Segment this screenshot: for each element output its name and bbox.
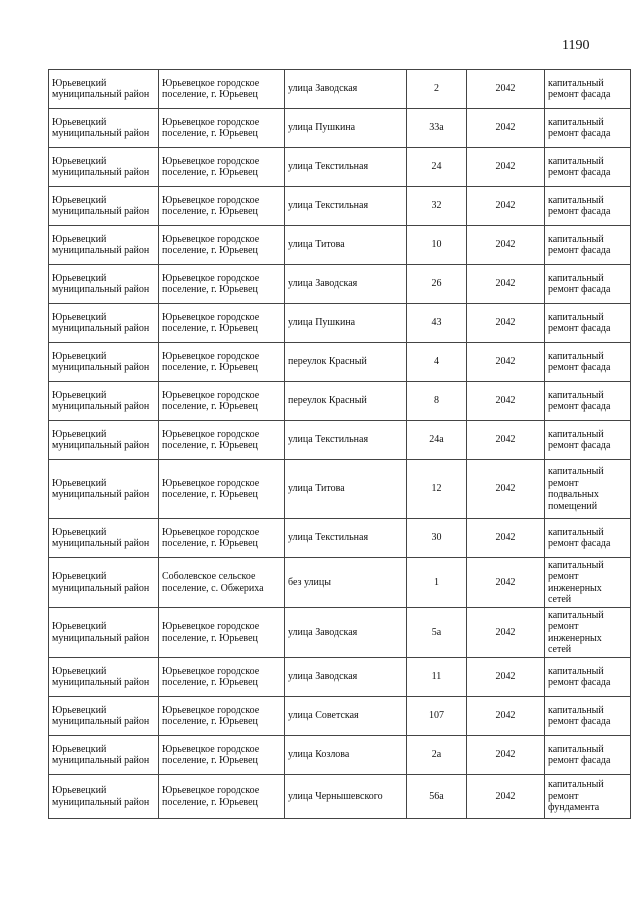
street-cell: улица Текстильная	[285, 187, 407, 226]
work-type-cell: капитальный ремонт инженерных сетей	[545, 608, 631, 658]
street-cell: улица Козлова	[285, 736, 407, 775]
year-cell: 2042	[467, 343, 545, 382]
street-cell: улица Текстильная	[285, 148, 407, 187]
house-number-cell: 32	[407, 187, 467, 226]
street-cell: переулок Красный	[285, 343, 407, 382]
table-row	[49, 558, 631, 608]
house-number-cell: 24а	[407, 421, 467, 460]
street-cell: улица Чернышевского	[285, 775, 407, 819]
table-row	[49, 382, 631, 421]
district-cell: Юрьевецкий муниципальный район	[49, 558, 159, 608]
district-cell: Юрьевецкий муниципальный район	[49, 343, 159, 382]
street-cell: улица Пушкина	[285, 304, 407, 343]
year-cell: 2042	[467, 187, 545, 226]
work-type-cell: капитальный ремонт фасада	[545, 519, 631, 558]
house-number-cell: 1	[407, 558, 467, 608]
house-number-cell: 33а	[407, 109, 467, 148]
table-row	[49, 70, 631, 109]
settlement-cell: Юрьевецкое городское поселение, г. Юрьевец	[159, 70, 285, 109]
district-cell: Юрьевецкий муниципальный район	[49, 148, 159, 187]
work-type-cell: капитальный ремонт фасада	[545, 343, 631, 382]
table-row	[49, 421, 631, 460]
street-cell: улица Заводская	[285, 608, 407, 658]
district-cell: Юрьевецкий муниципальный район	[49, 775, 159, 819]
house-number-cell: 11	[407, 658, 467, 697]
house-number-cell: 12	[407, 460, 467, 519]
street-cell: улица Текстильная	[285, 421, 407, 460]
year-cell: 2042	[467, 109, 545, 148]
street-cell: улица Советская	[285, 697, 407, 736]
work-type-cell: капитальный ремонт фасада	[545, 187, 631, 226]
district-cell: Юрьевецкий муниципальный район	[49, 608, 159, 658]
district-cell: Юрьевецкий муниципальный район	[49, 109, 159, 148]
street-cell: улица Титова	[285, 460, 407, 519]
street-cell: улица Заводская	[285, 658, 407, 697]
district-cell: Юрьевецкий муниципальный район	[49, 658, 159, 697]
work-type-cell: капитальный ремонт фасада	[545, 226, 631, 265]
settlement-cell: Соболевское сельское поселение, с. Обжериха	[159, 558, 285, 608]
house-number-cell: 30	[407, 519, 467, 558]
district-cell: Юрьевецкий муниципальный район	[49, 421, 159, 460]
work-type-cell: капитальный ремонт инженерных сетей	[545, 558, 631, 608]
street-cell: улица Титова	[285, 226, 407, 265]
year-cell: 2042	[467, 382, 545, 421]
house-number-cell: 43	[407, 304, 467, 343]
table-row	[49, 736, 631, 775]
settlement-cell: Юрьевецкое городское поселение, г. Юрьевец	[159, 226, 285, 265]
settlement-cell: Юрьевецкое городское поселение, г. Юрьевец	[159, 519, 285, 558]
settlement-cell: Юрьевецкое городское поселение, г. Юрьевец	[159, 343, 285, 382]
settlement-cell: Юрьевецкое городское поселение, г. Юрьевец	[159, 421, 285, 460]
work-type-cell: капитальный ремонт подвальных помещений	[545, 460, 631, 519]
table-row	[49, 265, 631, 304]
work-type-cell: капитальный ремонт фасада	[545, 736, 631, 775]
house-number-cell: 24	[407, 148, 467, 187]
year-cell: 2042	[467, 519, 545, 558]
work-type-cell: капитальный ремонт фасада	[545, 265, 631, 304]
work-type-cell: капитальный ремонт фасада	[545, 109, 631, 148]
page-number: 1190	[562, 38, 590, 53]
settlement-cell: Юрьевецкое городское поселение, г. Юрьевец	[159, 775, 285, 819]
year-cell: 2042	[467, 775, 545, 819]
work-type-cell: капитальный ремонт фасада	[545, 148, 631, 187]
settlement-cell: Юрьевецкое городское поселение, г. Юрьевец	[159, 148, 285, 187]
house-number-cell: 8	[407, 382, 467, 421]
house-number-cell: 5а	[407, 608, 467, 658]
year-cell: 2042	[467, 148, 545, 187]
work-type-cell: капитальный ремонт фасада	[545, 421, 631, 460]
year-cell: 2042	[467, 265, 545, 304]
table-row	[49, 109, 631, 148]
year-cell: 2042	[467, 697, 545, 736]
district-cell: Юрьевецкий муниципальный район	[49, 382, 159, 421]
street-cell: переулок Красный	[285, 382, 407, 421]
table-row	[49, 304, 631, 343]
year-cell: 2042	[467, 70, 545, 109]
street-cell: улица Заводская	[285, 265, 407, 304]
year-cell: 2042	[467, 460, 545, 519]
year-cell: 2042	[467, 226, 545, 265]
year-cell: 2042	[467, 658, 545, 697]
district-cell: Юрьевецкий муниципальный район	[49, 304, 159, 343]
settlement-cell: Юрьевецкое городское поселение, г. Юрьевец	[159, 187, 285, 226]
year-cell: 2042	[467, 736, 545, 775]
settlement-cell: Юрьевецкое городское поселение, г. Юрьевец	[159, 109, 285, 148]
district-cell: Юрьевецкий муниципальный район	[49, 736, 159, 775]
house-number-cell: 2а	[407, 736, 467, 775]
repair-schedule-table	[48, 69, 631, 819]
year-cell: 2042	[467, 558, 545, 608]
settlement-cell: Юрьевецкое городское поселение, г. Юрьевец	[159, 382, 285, 421]
district-cell: Юрьевецкий муниципальный район	[49, 697, 159, 736]
settlement-cell: Юрьевецкое городское поселение, г. Юрьевец	[159, 460, 285, 519]
table-row	[49, 775, 631, 819]
house-number-cell: 107	[407, 697, 467, 736]
house-number-cell: 10	[407, 226, 467, 265]
settlement-cell: Юрьевецкое городское поселение, г. Юрьевец	[159, 608, 285, 658]
work-type-cell: капитальный ремонт фасада	[545, 658, 631, 697]
work-type-cell: капитальный ремонт фасада	[545, 70, 631, 109]
district-cell: Юрьевецкий муниципальный район	[49, 226, 159, 265]
table-row	[49, 187, 631, 226]
table-row	[49, 519, 631, 558]
year-cell: 2042	[467, 304, 545, 343]
street-cell: без улицы	[285, 558, 407, 608]
table-row	[49, 460, 631, 519]
work-type-cell: капитальный ремонт фасада	[545, 304, 631, 343]
settlement-cell: Юрьевецкое городское поселение, г. Юрьевец	[159, 304, 285, 343]
district-cell: Юрьевецкий муниципальный район	[49, 265, 159, 304]
settlement-cell: Юрьевецкое городское поселение, г. Юрьевец	[159, 658, 285, 697]
table-row	[49, 608, 631, 658]
work-type-cell: капитальный ремонт фундамента	[545, 775, 631, 819]
table-row	[49, 697, 631, 736]
house-number-cell: 56а	[407, 775, 467, 819]
year-cell: 2042	[467, 421, 545, 460]
house-number-cell: 2	[407, 70, 467, 109]
street-cell: улица Заводская	[285, 70, 407, 109]
settlement-cell: Юрьевецкое городское поселение, г. Юрьевец	[159, 736, 285, 775]
table-row	[49, 343, 631, 382]
district-cell: Юрьевецкий муниципальный район	[49, 460, 159, 519]
house-number-cell: 26	[407, 265, 467, 304]
street-cell: улица Текстильная	[285, 519, 407, 558]
street-cell: улица Пушкина	[285, 109, 407, 148]
district-cell: Юрьевецкий муниципальный район	[49, 519, 159, 558]
settlement-cell: Юрьевецкое городское поселение, г. Юрьевец	[159, 697, 285, 736]
table-row	[49, 658, 631, 697]
table-row	[49, 148, 631, 187]
table-row	[49, 226, 631, 265]
work-type-cell: капитальный ремонт фасада	[545, 697, 631, 736]
settlement-cell: Юрьевецкое городское поселение, г. Юрьевец	[159, 265, 285, 304]
house-number-cell: 4	[407, 343, 467, 382]
district-cell: Юрьевецкий муниципальный район	[49, 70, 159, 109]
district-cell: Юрьевецкий муниципальный район	[49, 187, 159, 226]
year-cell: 2042	[467, 608, 545, 658]
work-type-cell: капитальный ремонт фасада	[545, 382, 631, 421]
